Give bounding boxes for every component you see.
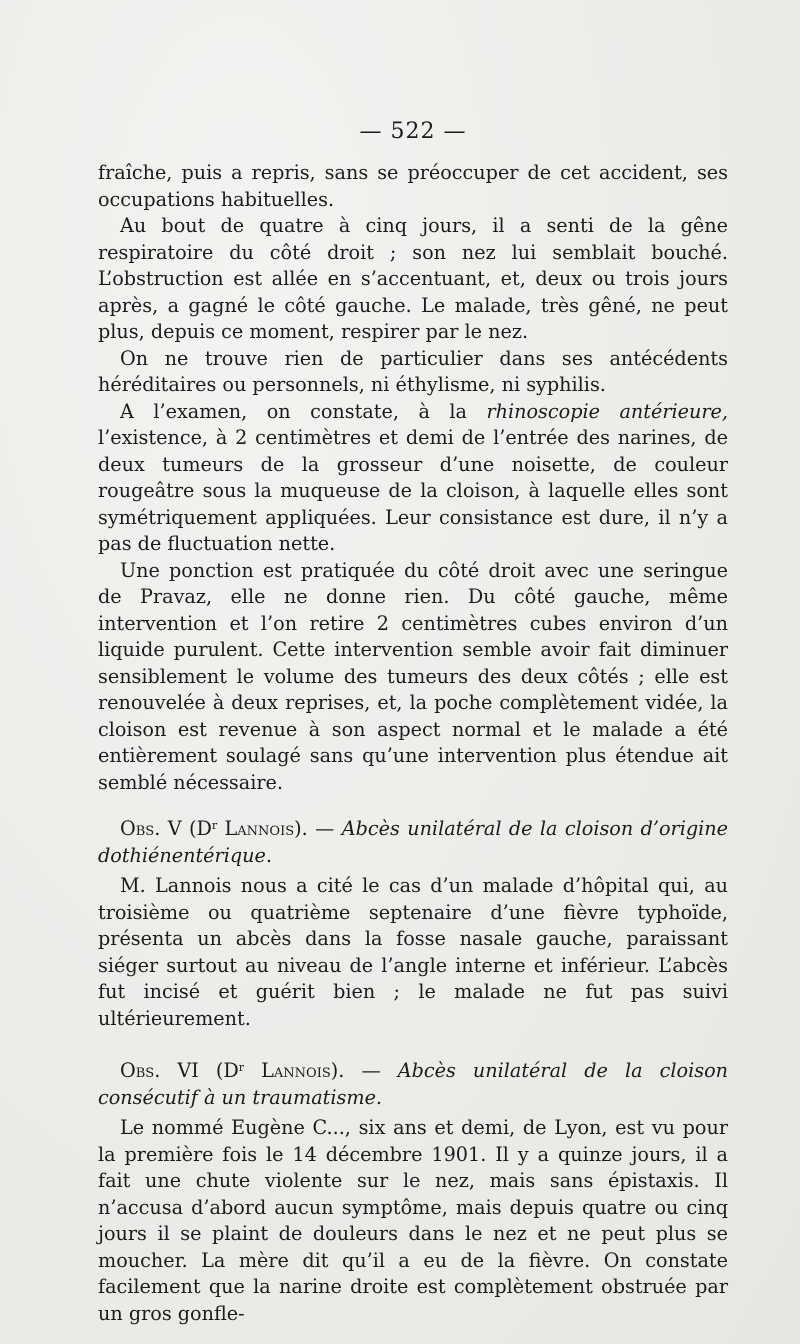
- obs5-title: Abcès unilatéral de la cloison d’origine dothiénentérique.: [98, 817, 728, 867]
- examination-emphasis: rhinoscopie antérieure,: [486, 399, 728, 423]
- page-number: — 522 —: [359, 119, 467, 144]
- obs6-label: Obs. VI (D: [120, 1059, 239, 1082]
- paragraph-continuation: fraîche, puis a repris, sans se préoccuper de cet accident, ses occupations habituelles.: [98, 161, 728, 211]
- obs6-body: Le nommé Eugène C..., six ans et demi, de Lyon, est vu pour la première fois le 14 décembre 1901. Il y a quinze jours, il a fait une chute violente sur le nez, mais sans épistaxis. Il n’accusa d’abord aucun symptôme, mais depuis quatre ou cinq jours il se plaint de douleurs dans le nez et ne peut plus se moucher. La mère dit qu’il a eu de la fièvre. On constate facilement que la narine droite est complètement obstruée par un gros gonfle-: [98, 1116, 728, 1325]
- paragraph-antecedents: On ne trouve rien de particulier dans ses antécédents héréditaires ou personnels, ni éthylisme, ni syphilis.: [98, 346, 728, 396]
- document-page: [98, 112, 728, 1327]
- obs6-close: ). —: [330, 1059, 398, 1082]
- obs5-close: ). —: [294, 817, 342, 840]
- obs5-author: Lannois: [224, 817, 295, 840]
- examination-text-b: l’existence, à 2 centimètres et demi de l’entrée des narines, de deux tumeurs de la grosseur d’une noisette, de couleur rougeâtre sous la muqueuse de la cloison, à laquelle elles sont symétriquement appliquées. Leur consistance est dure, il n’y a pas de fluctuation nette.: [98, 426, 728, 555]
- obs6-title: Abcès unilatéral de la cloison consécutif à un traumatisme.: [98, 1059, 728, 1109]
- obs6-author: Lannois: [261, 1059, 331, 1082]
- obs5-heading: [98, 816, 728, 869]
- obs5-label: Obs. V (D: [120, 817, 212, 840]
- examination-text-a: A l’examen, on constate, à la: [120, 399, 487, 423]
- paragraph-respiratory-symptoms: Au bout de quatre à cinq jours, il a senti de la gêne respiratoire du côté droit ; son nez lui semblait bouché. L’obstruction est allée en s’accentuant, et, deux ou trois jours après, a gagné le côté gauche. Le malade, très gêné, ne peut plus, depuis ce moment, respirer par le nez.: [98, 214, 728, 343]
- spacer: [98, 1032, 728, 1058]
- obs6-heading: [98, 1058, 728, 1111]
- obs5-body: M. Lannois nous a cité le cas d’un malade d’hôpital qui, au troisième ou quatrième septenaire d’une fièvre typhoïde, présenta un abcès dans la fosse nasale gauche, paraissant siéger surtout au niveau de l’angle interne et inférieur. L’abcès fut incisé et guérit bien ; le malade ne fut pas suivi ultérieurement.: [98, 874, 728, 1030]
- paragraph-puncture: Une ponction est pratiquée du côté droit avec une seringue de Pravaz, elle ne donne rien. Du côté gauche, même intervention et l’on retire 2 centimètres cubes environ d’un liquide purulent. Cette intervention semble avoir fait diminuer sensiblement le volume des tumeurs des deux côtés ; elle est renouvelée à deux reprises, et, la poche complètement vidée, la cloison est revenue à son aspect normal et le malade a été entièrement soulagé sans qu’une intervention plus étendue ait semblé nécessaire.: [98, 558, 728, 794]
- paragraph-examination: [98, 399, 728, 558]
- obs6-sup: r: [238, 1061, 245, 1074]
- obs5-sup: r: [211, 819, 218, 832]
- spacer: [98, 796, 728, 816]
